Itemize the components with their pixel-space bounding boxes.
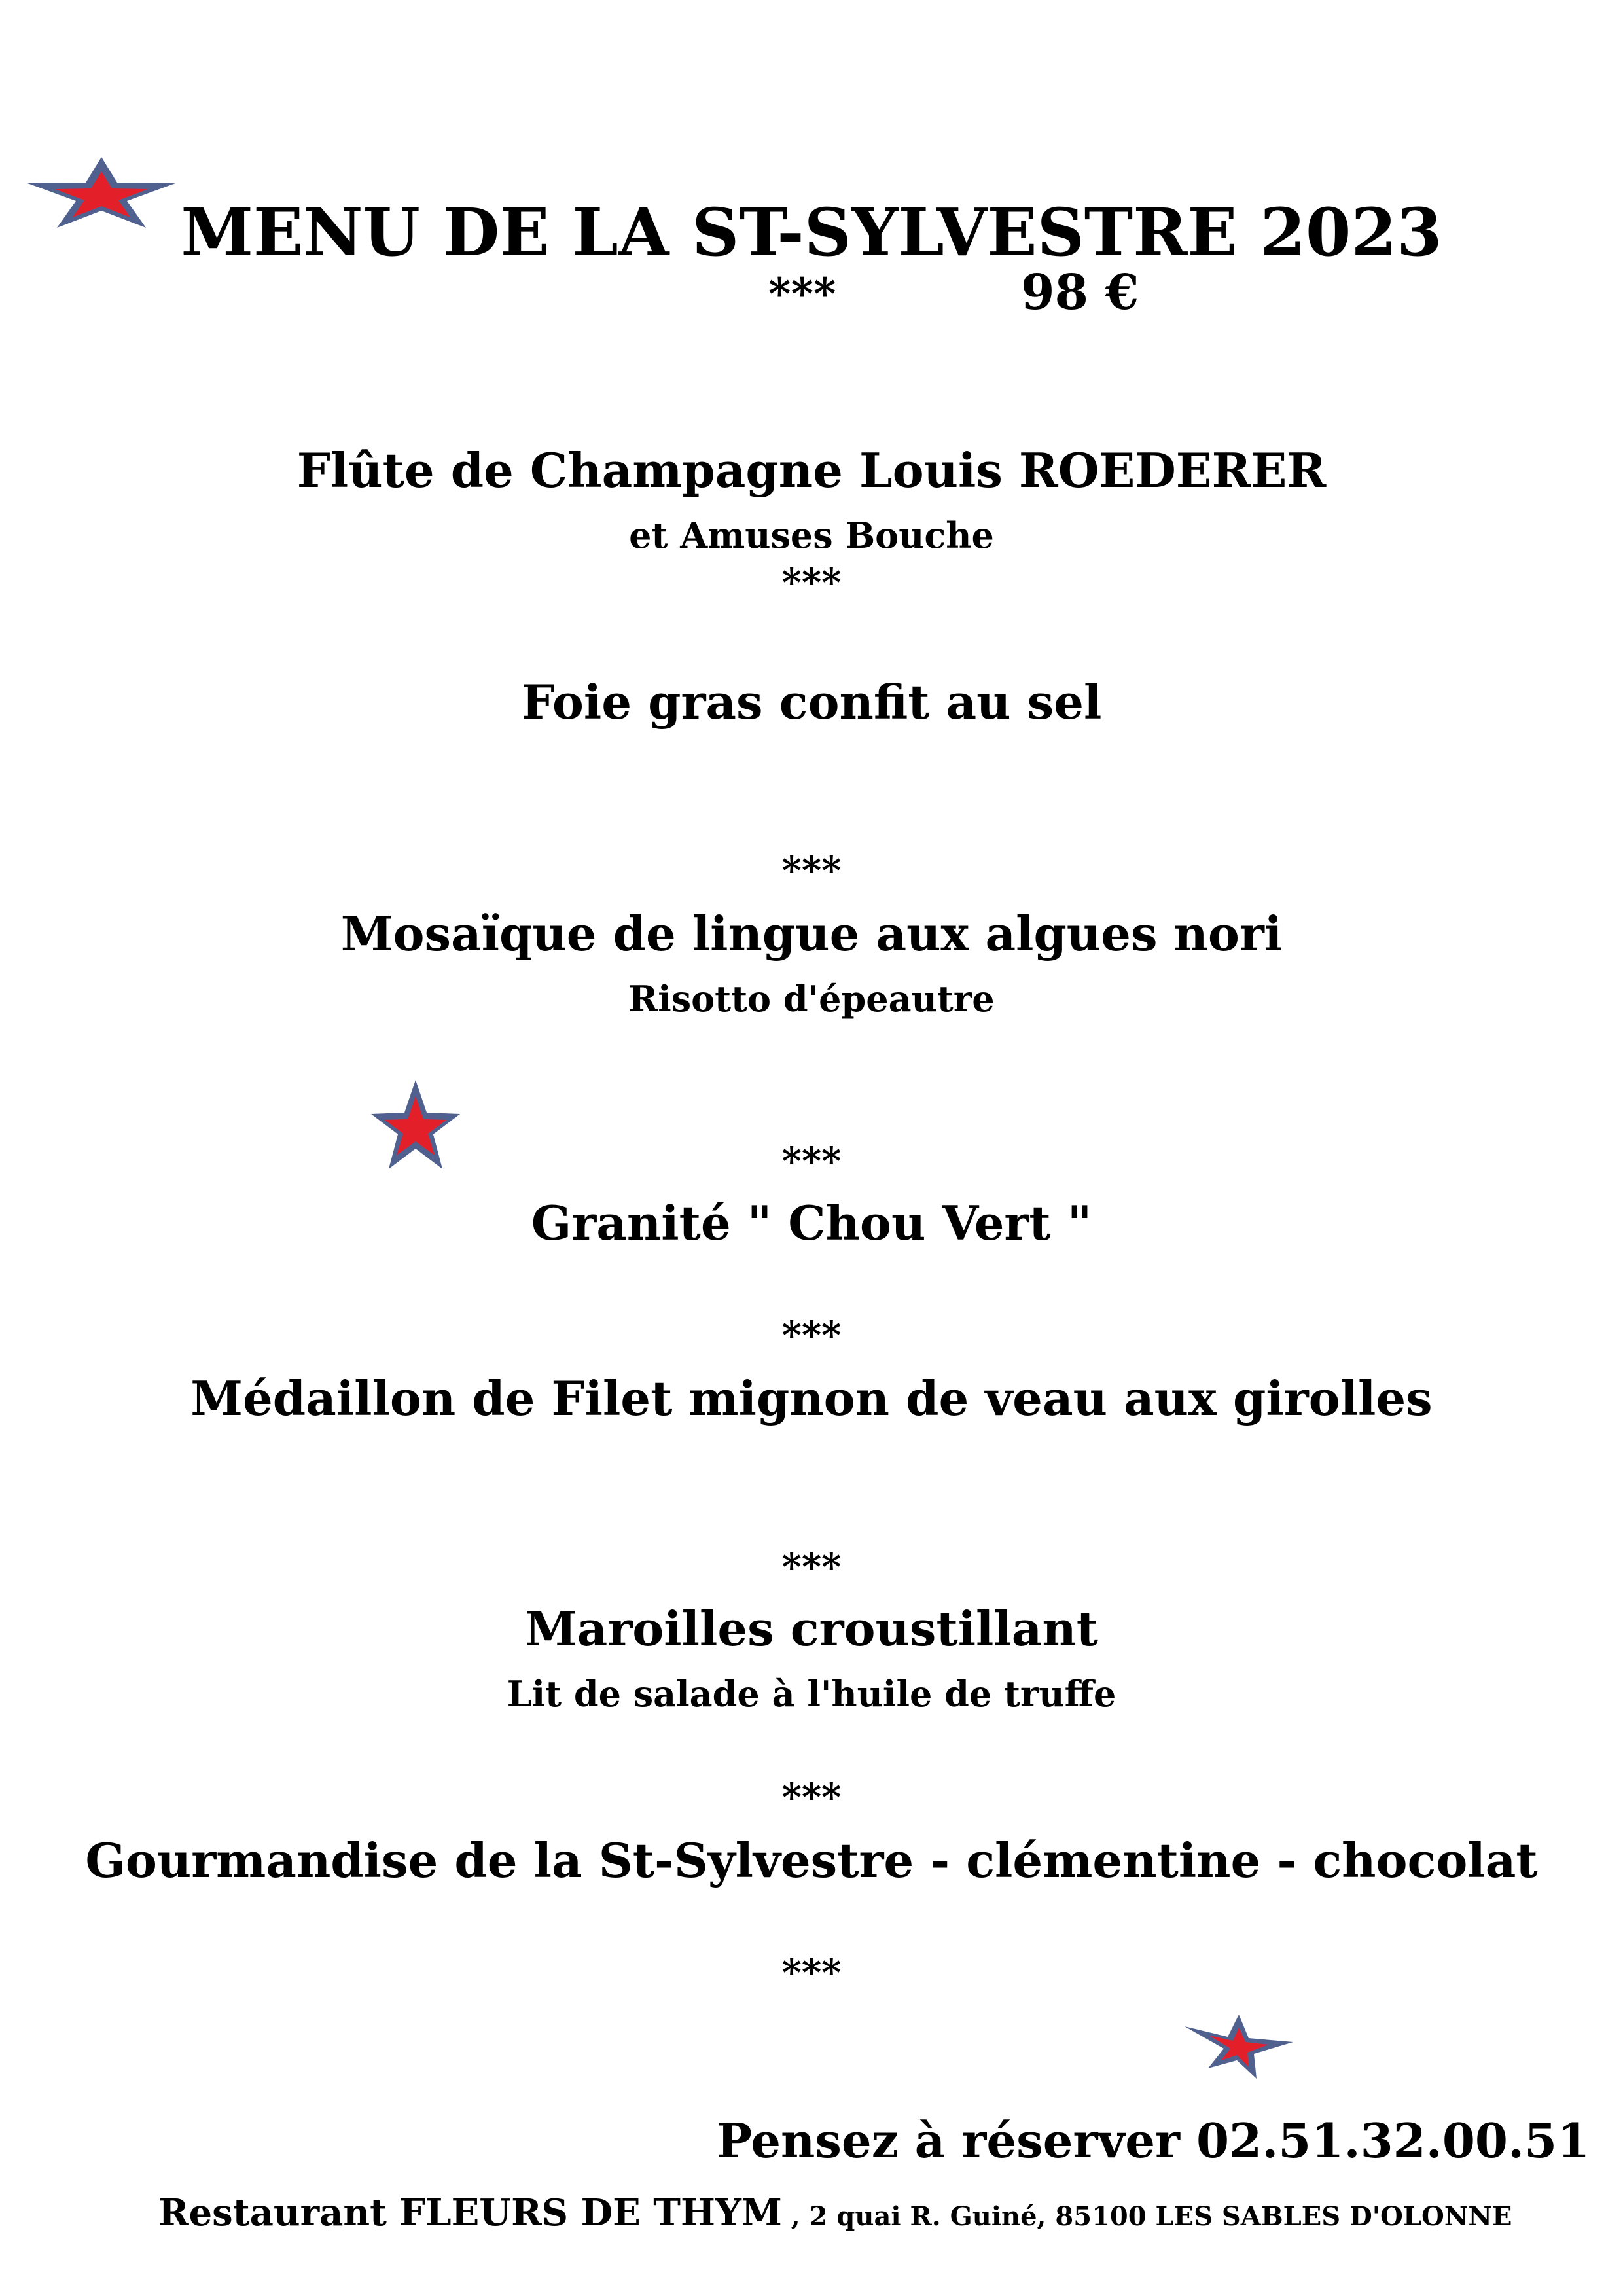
course-name: Médaillon de Filet mignon de veau aux girolles <box>190 1371 1433 1426</box>
course-name: Gourmandise de la St-Sylvestre - clémentine - chocolat <box>85 1833 1538 1888</box>
separator: *** <box>781 1775 842 1820</box>
separator: *** <box>781 1950 842 1995</box>
course-name: Maroilles croustillant <box>524 1601 1099 1657</box>
course-detail: et Amuses Bouche <box>629 514 994 556</box>
course-name: Foie gras confit au sel <box>521 674 1102 730</box>
page-title: MENU DE LA ST-SYLVESTRE 2023 <box>181 194 1442 271</box>
separator: *** <box>781 1545 842 1589</box>
separator: *** <box>781 848 842 893</box>
separator: *** <box>768 268 836 319</box>
course-name: Flûte de Champagne Louis ROEDERER <box>296 442 1327 498</box>
restaurant-address: , 2 quai R. Guiné, 85100 LES SABLES D'OLONNE <box>781 2201 1512 2232</box>
restaurant-name: Restaurant FLEURS DE THYM <box>158 2191 782 2234</box>
course-name: Granité " Chou Vert " <box>531 1195 1092 1251</box>
star-icon <box>1183 2015 1294 2080</box>
separator: *** <box>781 560 842 605</box>
footer-address <box>158 2191 1512 2234</box>
separator: *** <box>781 1139 842 1183</box>
course-detail: Lit de salade à l'huile de truffe <box>507 1673 1116 1715</box>
course-detail: Risotto d'épeautre <box>628 978 995 1020</box>
course-name: Mosaïque de lingue aux algues nori <box>340 906 1283 961</box>
menu-price: 98 € <box>1021 264 1139 321</box>
separator: *** <box>781 1313 842 1357</box>
reservation-phone: Pensez à réserver 02.51.32.00.51 <box>717 2113 1590 2168</box>
